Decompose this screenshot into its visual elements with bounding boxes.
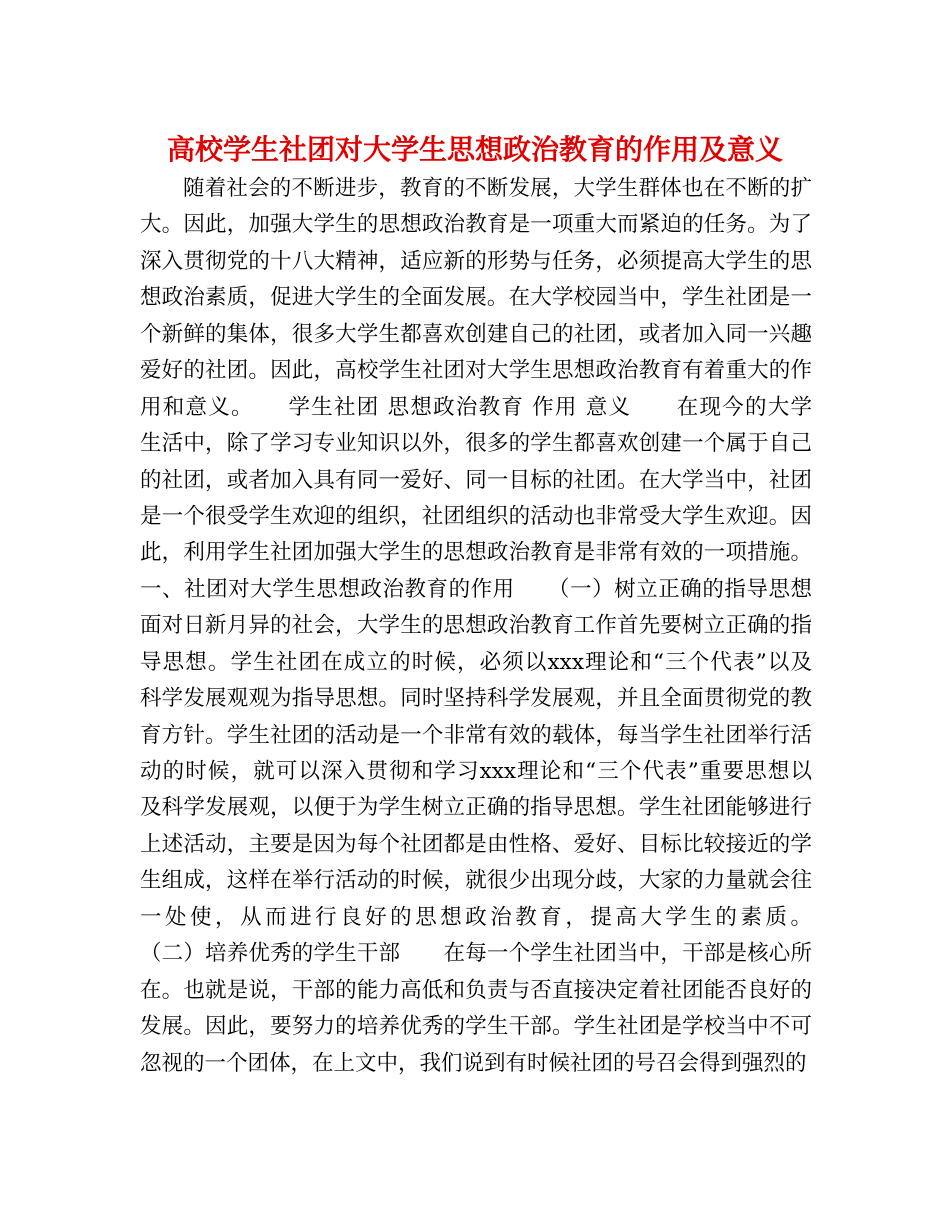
body-line: 育方针。学生社团的活动是一个非常有效的载体，每当学生社团举行活 (140, 722, 812, 748)
body-line: 忽视的一个团体，在上文中，我们说到有时候社团的号召会得到强烈的 (140, 1050, 807, 1076)
body-line: （二）培养优秀的学生干部 在每一个学生社团当中，干部是核心所 (140, 941, 812, 967)
body-line: 动的时候，就可以深入贯彻和学习xxx理论和“三个代表”重要思想以 (140, 759, 812, 784)
body-line: 个新鲜的集体，很多大学生都喜欢创建自己的社团，或者加入同一兴趣 (140, 321, 812, 347)
body-line: 及科学发展观，以便于为学生树立正确的指导思想。学生社团能够进行 (140, 795, 812, 821)
body-line: 面对日新月异的社会，大学生的思想政治教育工作首先要树立正确的指 (140, 613, 812, 639)
body-line: 此，利用学生社团加强大学生的思想政治教育是非常有效的一项措施。 (140, 540, 812, 566)
body-line: 的社团，或者加入具有同一爱好、同一目标的社团。在大学当中，社团 (140, 467, 812, 493)
body-line: 科学发展观观为指导思想。同时坚持科学发展观，并且全面贯彻党的教 (140, 686, 812, 712)
body-line: 在。也就是说，干部的能力高低和负责与否直接决定着社团能否良好的 (140, 977, 812, 1003)
body-line: 用和意义。 学生社团 思想政治教育 作用 意义 在现今的大学 (140, 394, 812, 420)
document-body (140, 171, 812, 1082)
body-line: 深入贯彻党的十八大精神，适应新的形势与任务，必须提高大学生的思 (140, 248, 812, 274)
body-line: 想政治素质，促进大学生的全面发展。在大学校园当中，学生社团是一 (140, 285, 812, 311)
body-line: 上述活动，主要是因为每个社团都是由性格、爱好、目标比较接近的学 (140, 831, 812, 857)
body-line: 发展。因此，要努力的培养优秀的学生干部。学生社团是学校当中不可 (140, 1014, 812, 1040)
body-line: 爱好的社团。因此，高校学生社团对大学生思想政治教育有着重大的作 (140, 358, 812, 384)
body-line: 大。因此，加强大学生的思想政治教育是一项重大而紧迫的任务。为了 (140, 212, 812, 238)
body-line: 导思想。学生社团在成立的时候，必须以xxx理论和“三个代表”以及 (140, 649, 812, 675)
body-line: 一、社团对大学生思想政治教育的作用 （一）树立正确的指导思想 (140, 576, 812, 602)
document-title: 高校学生社团对大学生思想政治教育的作用及意义 (166, 133, 783, 166)
body-line: 生组成，这样在举行活动的时候，就很少出现分歧，大家的力量就会往 (140, 868, 812, 894)
body-line: 是一个很受学生欢迎的组织，社团组织的活动也非常受大学生欢迎。因 (140, 503, 812, 529)
body-line: 随着社会的不断进步，教育的不断发展，大学生群体也在不断的扩 (183, 176, 812, 201)
body-line: 生活中，除了学习专业知识以外，很多的学生都喜欢创建一个属于自己 (140, 431, 812, 457)
body-line: 一处使，从而进行良好的思想政治教育，提高大学生的素质。 (140, 904, 812, 930)
